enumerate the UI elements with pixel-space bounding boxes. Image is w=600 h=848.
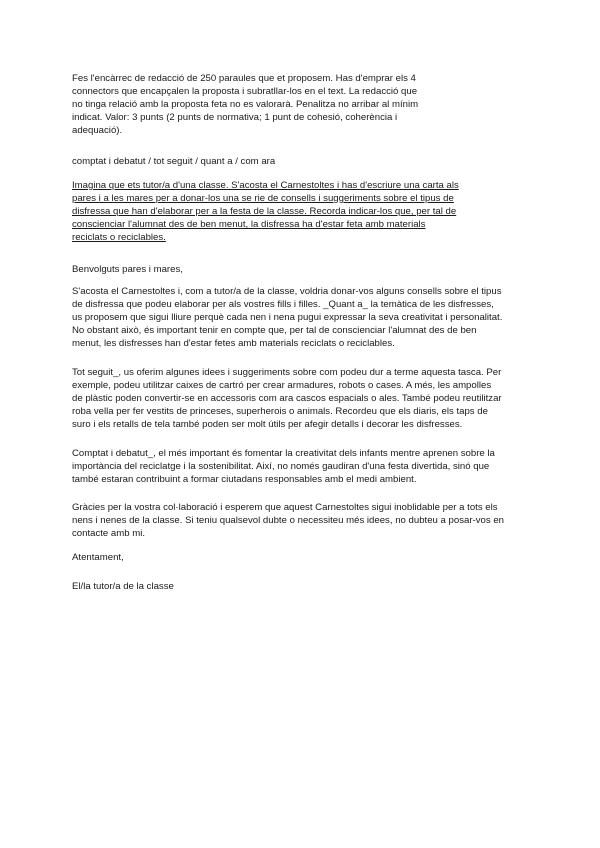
letter-paragraph: Gràcies per la vostra col·laboració i esperem que aquest Carnestoltes sigui inoblidable per a tots els nens i nenes de la classe. Si teniu qualsevol dubte o necessiteu més idees, no dubteu a posar-vos en contacte amb mi.: [72, 502, 504, 539]
letter-closing: Atentament,: [72, 552, 124, 563]
letter-paragraph: Comptat i debatut_, el més important és fomentar la creativitat dels infants mentre aprenen sobre la importància del reciclatge i la sostenibilitat. Així, no només gaudiran d'una festa divertida, sinó que també estaran contribuint a formar ciutadans responsables amb el medi ambient.: [72, 448, 495, 485]
assignment-instructions: Fes l'encàrrec de redacció de 250 paraules que et proposem. Has d'emprar els 4 connectors que encapçalen la proposta i subratllar-los en el text. La redacció que no tinga relació amb la proposta feta no es valorarà. Penalitza no arribar al mínim indicat. Valor: 3 punts (2 punts de normativa; 1 punt de cohesió, coherència i adequació).: [72, 73, 419, 136]
writing-prompt: Imagina que ets tutor/a d'una classe. S'acosta el Carnestoltes i has d'escriure una carta als pares i a les mares per a donar-los una se rie de consells i suggeriments sobre el tipus de disfressa que han d'elaborar per a la festa de la classe. Recorda indicar-los que, per tal de conscienciar l'alumnat des de ben menut, la disfressa ha d'estar feta amb materials reciclats o reciclables.: [72, 180, 459, 243]
letter-signature: El/la tutor/a de la classe: [72, 581, 174, 592]
letter-greeting: Benvolguts pares i mares,: [72, 264, 183, 275]
connectors-list: comptat i debatut / tot seguit / quant a / com ara: [72, 156, 276, 167]
letter-paragraph: Tot seguit_, us oferim algunes idees i suggeriments sobre com podeu dur a terme aquesta tasca. Per exemple, podeu utilitzar caixes de cartró per crear armadures, robots o cases. A més, les ampolles de plàstic poden convertir-se en accessoris com ara cascos espacials o ales. També podeu reutilitzar roba vella per fer vestits de princeses, superherois o animals. Recordeu que els diaris, els taps de suro i els retalls de tela també poden ser molt útils per afegir detalls i decorar les disfresses.: [72, 367, 502, 430]
letter-paragraph: S'acosta el Carnestoltes i, com a tutor/a de la classe, voldria donar-vos alguns consells sobre el tipus de disfressa que podeu elaborar per als vostres fills i filles. _Quant a_ la temàtica de les disfresses, us proposem que sigui lliure perquè cada nen i nena pugui expressar la seva creativitat i personalitat. No obstant això, és important tenir en compte que, per tal de conscienciar l'alumnat des de ben menut, les disfresses han d'estar fetes amb materials reciclats o reciclables.: [72, 286, 503, 349]
